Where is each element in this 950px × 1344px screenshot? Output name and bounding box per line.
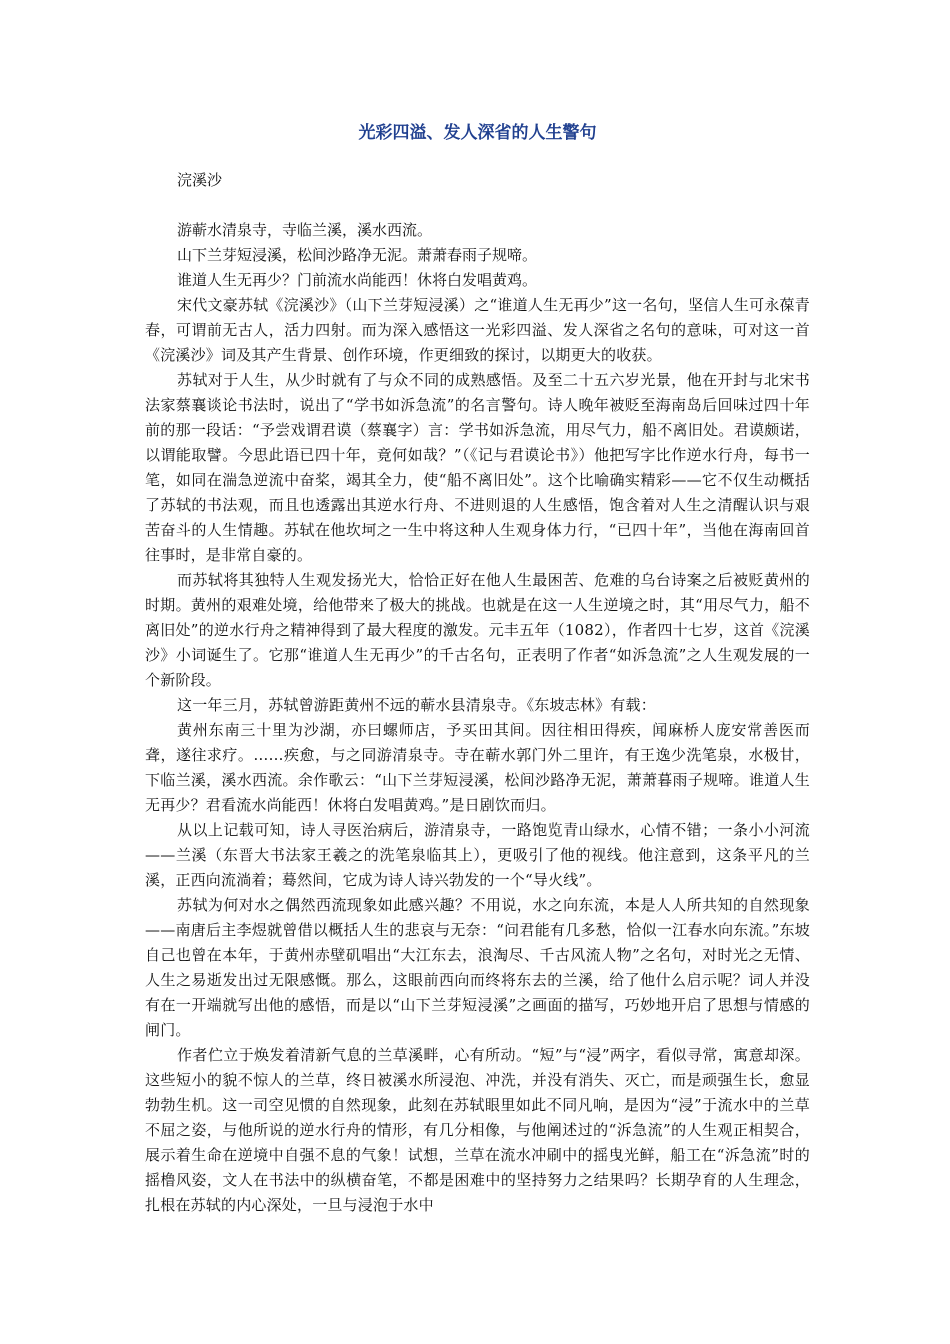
body-paragraph-5: 从以上记载可知，诗人寻医治病后，游清泉寺，一路饱览青山绿水，心情不错；一条小小河流——兰溪（东晋大书法家王羲之的洗笔泉临其上），更吸引了他的视线。他注意到，这条平凡的兰溪，正西向流淌着；蓦然间，它成为诗人诗兴勃发的一个“导火线”。 — [145, 821, 810, 889]
body-paragraph-2: 苏轼对于人生，从少时就有了与众不同的成熟感悟。及至二十五六岁光景，他在开封与北宋书法家蔡襄谈论书法时，说出了“学书如泝急流”的名言警句。诗人晚年被贬至海南岛后回味过四十年前的那一段话：“予尝戏谓君谟（蔡襄字）言：学书如泝急流，用尽气力，船不离旧处。君谟颇诺，以谓能取譬。今思此语已四十年，竟何如哉？”（《记与君谟论书》）他把写字比作逆水行舟，每书一笔，如同在湍急逆流中奋桨，竭其全力，使“船不离旧处”。这个比喻确实精彩——它不仅生动概括了苏轼的书法观，而且也透露出其逆水行舟、不进则退的人生感悟，饱含着对人生之清醒认识与艰苦奋斗的人生情趣。苏轼在他坎坷之一生中将这种人生观身体力行，“已四十年”，当他在海南回首往事时，是非常自豪的。 — [145, 371, 810, 564]
poem-preface: 游蕲水清泉寺，寺临兰溪，溪水西流。 — [177, 221, 433, 239]
document-page — [145, 120, 810, 1218]
body-paragraph-7: 作者伫立于焕发着清新气息的兰草溪畔，心有所动。“短”与“浸”两字，看似寻常，寓意却深。这些短小的貌不惊人的兰草，终日被溪水所浸泡、冲洗，并没有消失、灭亡，而是顽强生长，愈显勃勃生机。这一司空见惯的自然现象，此刻在苏轼眼里如此不同凡响，是因为“浸”于流水中的兰草不屈之姿，与他所说的逆水行舟的情形，有几分相像，与他阐述过的“泝急流”的人生观正相契合，展示着生命在逆境中自强不息的气象！试想，兰草在流水冲刷中的摇曳光鲜，船工在“泝急流”时的摇橹风姿，文人在书法中的纵横奋笔，不都是困难中的坚持努力之结果吗？长期孕育的人生理念，扎根在苏轼的内心深处，一旦与浸泡于水中 — [145, 1046, 810, 1214]
poem-line-2: 谁道人生无再少？门前流水尚能西！休将白发唱黄鸡。 — [177, 271, 538, 289]
poem-line-1: 山下兰芽短浸溪，松间沙路净无泥。萧萧春雨子规啼。 — [177, 246, 538, 264]
poem-title: 浣溪沙 — [177, 171, 223, 189]
body-paragraph-1: 宋代文豪苏轼《浣溪沙》（山下兰芽短浸溪）之“谁道人生无再少”这一名句，坚信人生可永葆青春，可谓前无古人，活力四射。而为深入感悟这一光彩四溢、发人深省之名句的意味，可对这一首《浣溪沙》词及其产生背景、创作环境，作更细致的探讨，以期更大的收获。 — [145, 296, 810, 364]
body-paragraph-4: 这一年三月，苏轼曾游距黄州不远的蕲水县清泉寺。《东坡志林》有载： — [177, 696, 656, 714]
document-title: 光彩四溢、发人深省的人生警句 — [358, 123, 597, 143]
body-paragraph-6: 苏轼为何对水之偶然西流现象如此感兴趣？不用说，水之向东流，本是人人所共知的自然现象——南唐后主李煜就曾借以概括人生的悲哀与无奈：“问君能有几多愁，恰似一江春水向东流。”东坡自己也曾在本年，于黄州赤壁矶唱出“大江东去，浪淘尽、千古风流人物”之名句，对时光之无情、人生之易逝发出过无限感慨。那么，这眼前西向而终将东去的兰溪，给了他什么启示呢？词人并没有在一开端就写出他的感悟，而是以“山下兰芽短浸溪”之画面的描写，巧妙地开启了思想与情感的闸门。 — [145, 896, 810, 1039]
body-paragraph-3: 而苏轼将其独特人生观发扬光大，恰恰正好在他人生最困苦、危难的乌台诗案之后被贬黄州的时期。黄州的艰难处境，给他带来了极大的挑战。也就是在这一人生逆境之时，其“用尽气力，船不离旧处”的逆水行舟之精神得到了最大程度的激发。元丰五年（1082），作者四十七岁，这首《浣溪沙》小词诞生了。它那“谁道人生无再少”的千古名句，正表明了作者“如泝急流”之人生观发展的一个新阶段。 — [145, 571, 810, 689]
quoted-passage: 黄州东南三十里为沙湖，亦曰螺师店，予买田其间。因往相田得疾，闻麻桥人庞安常善医而聋，遂往求疗。……疾愈，与之同游清泉寺。寺在蕲水郭门外二里许，有王逸少洗笔泉，水极甘，下临兰溪，溪水西流。余作歌云：“山下兰芽短浸溪，松间沙路净无泥，萧萧暮雨子规啼。谁道人生无再少？君看流水尚能西！休将白发唱黄鸡。”是日剧饮而归。 — [145, 721, 810, 814]
